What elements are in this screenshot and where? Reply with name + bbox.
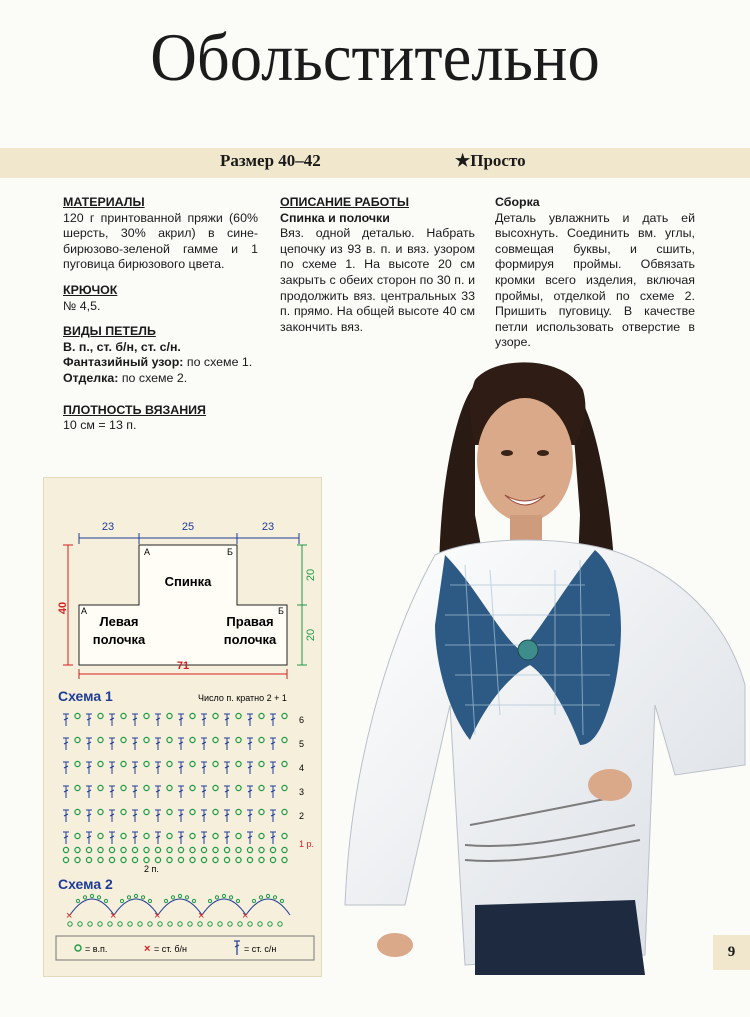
scallop-chain <box>90 894 93 897</box>
chain-stitch <box>259 761 264 766</box>
dc-stitch <box>247 714 253 726</box>
row-1-label: 1 р. <box>299 839 315 849</box>
dc-stitch <box>155 832 161 844</box>
chain-stitch <box>98 785 103 790</box>
dc-stitch <box>155 810 161 822</box>
left-front-label-1: Левая <box>99 614 139 629</box>
chain-stitch <box>132 847 137 852</box>
chain-stitch <box>144 713 149 718</box>
left-eye <box>501 450 513 456</box>
dc-stitch <box>63 832 69 844</box>
sc-mark: × <box>66 910 73 922</box>
finishing-text: по схеме 2. <box>118 370 188 385</box>
dc-stitch <box>270 786 276 798</box>
chain-stitch <box>259 713 264 718</box>
base-chain <box>248 922 252 926</box>
right-front-label-1: Правая <box>226 614 274 629</box>
dc-stitch <box>132 738 138 750</box>
chain-stitch <box>201 847 206 852</box>
dc-stitch <box>63 762 69 774</box>
work-subheading: Спинка и полочки <box>280 210 390 225</box>
materials-text: 120 г принтованной пряжи (60% шерсть, 30% акрил) в сине-бирюзово-зеленой гамме и 1 пуговица бирюзового цвета. <box>63 210 258 272</box>
scallop-chain <box>185 896 188 899</box>
corner-b-right: Б <box>278 606 284 616</box>
chain-stitch <box>121 785 126 790</box>
base-chain <box>98 922 102 926</box>
chain-stitch <box>121 809 126 814</box>
base-chain <box>238 922 242 926</box>
dc-stitch <box>270 762 276 774</box>
row-5-label: 5 <box>299 739 305 749</box>
dc-stitch <box>109 786 115 798</box>
chain-stitch <box>98 761 103 766</box>
chain-stitch <box>201 857 206 862</box>
dc-stitch <box>224 810 230 822</box>
scallop-chain <box>83 896 86 899</box>
dim-top-left: 23 <box>101 521 115 533</box>
chain-stitch <box>213 737 218 742</box>
chain-stitch <box>178 847 183 852</box>
chain-stitch <box>121 713 126 718</box>
scallop-chain <box>104 899 107 902</box>
assembly-text: Деталь увлажнить и дать ей высохнуть. Соединить вм. углы, совмещая буквы, и сшить, формируя проймы. Обвязать кромки всего изделия, включая проймы, отделкой по схеме 2. Пришить пуговицу. В качестве петли использовать отверстие в узоре. <box>495 210 695 350</box>
hook-heading: КРЮЧОК <box>63 282 118 297</box>
chain-stitch <box>86 857 91 862</box>
dc-stitch <box>224 738 230 750</box>
base-chain <box>208 922 212 926</box>
chain-stitch <box>98 857 103 862</box>
base-chain <box>128 922 132 926</box>
dim-height-total: 40 <box>57 601 69 615</box>
scallop-chain <box>148 899 151 902</box>
back-label: Спинка <box>164 574 212 589</box>
row-4-label: 4 <box>299 763 305 773</box>
dc-stitch <box>178 832 184 844</box>
chain-stitch <box>282 713 287 718</box>
chain-stitch <box>75 785 80 790</box>
chain-stitch <box>109 857 114 862</box>
chain-stitch <box>75 737 80 742</box>
dc-stitch <box>247 738 253 750</box>
chain-stitch <box>75 809 80 814</box>
sc-mark: × <box>198 910 205 922</box>
dc-stitch <box>247 810 253 822</box>
size-label: Размер 40–42 <box>220 151 321 170</box>
chain-stitch <box>236 809 241 814</box>
scallop-chain <box>266 894 269 897</box>
scallop-chain <box>222 894 225 897</box>
column-work <box>280 195 475 335</box>
chain-stitch <box>236 713 241 718</box>
column-assembly <box>495 195 695 351</box>
diagram-svg <box>44 478 321 976</box>
chain-stitch <box>190 713 195 718</box>
chain-stitch <box>259 737 264 742</box>
row-6-label: 6 <box>299 715 305 725</box>
model-photo <box>325 345 750 975</box>
white-shirt <box>345 540 745 965</box>
scallop-chain <box>134 894 137 897</box>
corner-a-left: А <box>81 606 88 616</box>
jeans <box>475 900 645 975</box>
chain-stitch <box>190 737 195 742</box>
scheme1-note: Число п. кратно 2 + 1 <box>198 693 287 703</box>
dim-right-upper: 20 <box>305 568 317 582</box>
chain-stitch <box>144 857 149 862</box>
chain-stitch <box>63 847 68 852</box>
legend-dc: = ст. с/н <box>244 944 277 954</box>
base-chain <box>268 922 272 926</box>
dc-stitch <box>224 832 230 844</box>
chain-stitch <box>98 713 103 718</box>
base-chain <box>78 922 82 926</box>
scallop-chain <box>280 899 283 902</box>
scallop-chain <box>76 899 79 902</box>
corner-b-top: Б <box>227 547 233 557</box>
dc-stitch <box>63 810 69 822</box>
scallop-chain <box>164 899 167 902</box>
page-title: Обольстительно <box>150 19 600 95</box>
chain-stitch <box>259 809 264 814</box>
legend-sc: = ст. б/н <box>154 944 188 954</box>
chain-stitch <box>109 847 114 852</box>
chain-stitch <box>144 833 149 838</box>
chain-stitch <box>190 847 195 852</box>
dc-stitch <box>247 762 253 774</box>
stitches-list: В. п., ст. б/н, ст. с/н. <box>63 339 181 354</box>
dc-stitch <box>247 786 253 798</box>
scallop-chain <box>273 896 276 899</box>
chain-stitch <box>236 785 241 790</box>
scallop-chain <box>236 899 239 902</box>
dc-stitch <box>132 762 138 774</box>
fancy-pattern-label: Фантазийный узор: <box>63 355 184 370</box>
chain-stitch <box>167 847 172 852</box>
base-chain <box>108 922 112 926</box>
dc-stitch <box>63 714 69 726</box>
dc-stitch <box>270 810 276 822</box>
chain-stitch <box>167 761 172 766</box>
scallop-chain <box>215 896 218 899</box>
right-front-label-2: полочка <box>223 632 277 647</box>
dc-stitch <box>86 786 92 798</box>
chain-stitch <box>155 847 160 852</box>
dc-stitch <box>155 738 161 750</box>
chain-stitch <box>213 761 218 766</box>
row-3-label: 3 <box>299 787 305 797</box>
chain-stitch <box>213 785 218 790</box>
chain-stitch <box>86 847 91 852</box>
dc-stitch <box>109 714 115 726</box>
dim-top-center: 25 <box>181 521 195 533</box>
dc-stitch <box>270 832 276 844</box>
sc-mark: × <box>154 910 161 922</box>
dc-stitch <box>224 762 230 774</box>
chain-stitch <box>282 737 287 742</box>
chain-stitch <box>213 857 218 862</box>
chain-stitch <box>190 809 195 814</box>
hook-text: № 4,5. <box>63 298 101 313</box>
chain-stitch <box>63 857 68 862</box>
dc-stitch <box>109 738 115 750</box>
difficulty-label: ★Просто <box>455 151 526 170</box>
chain-stitch <box>121 737 126 742</box>
chain-stitch <box>144 809 149 814</box>
chain-stitch <box>98 809 103 814</box>
chain-stitch <box>144 847 149 852</box>
dim-bottom: 71 <box>176 660 190 672</box>
chain-stitch <box>178 857 183 862</box>
chain-stitch <box>132 857 137 862</box>
base-chain <box>278 922 282 926</box>
gauge-heading: ПЛОТНОСТЬ ВЯЗАНИЯ <box>63 402 206 417</box>
chain-stitch <box>259 785 264 790</box>
chain-stitch <box>75 761 80 766</box>
dim-top-right: 23 <box>261 521 275 533</box>
base-chain <box>218 922 222 926</box>
chain-stitch <box>259 857 264 862</box>
chain-stitch <box>236 833 241 838</box>
chain-stitch <box>167 833 172 838</box>
chain-stitch <box>167 713 172 718</box>
dc-stitch <box>86 762 92 774</box>
fancy-pattern-text: по схеме 1. <box>183 355 253 370</box>
page-number: 9 <box>713 935 750 970</box>
dc-stitch <box>224 714 230 726</box>
garment-outline <box>79 545 287 665</box>
sc-mark: × <box>110 910 117 922</box>
chain-stitch <box>236 737 241 742</box>
chain-stitch <box>121 833 126 838</box>
scallop-chain <box>178 894 181 897</box>
chain-stitch <box>75 713 80 718</box>
chain-stitch <box>75 833 80 838</box>
base-chain <box>258 922 262 926</box>
chain-stitch <box>236 761 241 766</box>
dc-stitch <box>247 832 253 844</box>
legend-chain: = в.п. <box>85 944 108 954</box>
scallop-chain <box>229 896 232 899</box>
work-heading: ОПИСАНИЕ РАБОТЫ <box>280 195 409 209</box>
scheme1-title: Схема 1 <box>58 688 113 704</box>
assembly-heading: Сборка <box>495 195 540 209</box>
dc-stitch <box>132 810 138 822</box>
chain-stitch <box>270 847 275 852</box>
scallop-chain <box>208 899 211 902</box>
scallop-chain <box>141 896 144 899</box>
chain-symbol <box>75 945 81 951</box>
chain-stitch <box>167 737 172 742</box>
dc-stitch <box>178 810 184 822</box>
scallop-chain <box>252 899 255 902</box>
chain-stitch <box>190 761 195 766</box>
base-chain <box>168 922 172 926</box>
dc-stitch <box>63 738 69 750</box>
chain-stitch <box>190 857 195 862</box>
gauge-text: 10 см = 13 п. <box>63 418 137 433</box>
base-chain <box>188 922 192 926</box>
right-dimension-lines <box>297 545 307 665</box>
work-text: Вяз. одной деталью. Набрать цепочку из 93 в. п. и вяз. узором по схеме 1. На высоте 20 см закрыть с обеих сторон по 30 п. и продолжить вяз. центральных 33 п. прямо. На общей высоте 40 см закончить вяз. <box>280 226 475 334</box>
chain-stitch <box>282 833 287 838</box>
button <box>518 640 538 660</box>
left-front-label-2: полочка <box>92 632 146 647</box>
scallop-chain <box>120 899 123 902</box>
chain-stitch <box>282 857 287 862</box>
chain-stitch <box>282 809 287 814</box>
chain-stitch <box>121 847 126 852</box>
dc-stitch <box>155 714 161 726</box>
base-chain <box>198 922 202 926</box>
dc-stitch <box>86 810 92 822</box>
chain-stitch <box>144 761 149 766</box>
chain-stitch <box>213 833 218 838</box>
chain-stitch <box>98 833 103 838</box>
column-materials <box>63 195 258 434</box>
base-chain <box>118 922 122 926</box>
dc-stitch <box>201 786 207 798</box>
dc-stitch <box>109 810 115 822</box>
dc-stitch <box>109 832 115 844</box>
base-chain <box>138 922 142 926</box>
chain-stitch <box>213 713 218 718</box>
dc-stitch <box>201 762 207 774</box>
chain-stitch <box>155 857 160 862</box>
header-band <box>0 148 750 178</box>
chain-stitch <box>190 785 195 790</box>
chain-stitch <box>144 737 149 742</box>
chain-stitch <box>270 857 275 862</box>
chain-stitch <box>236 857 241 862</box>
diagram-panel <box>43 477 322 977</box>
sc-mark: × <box>242 910 249 922</box>
dc-stitch <box>178 786 184 798</box>
chain-stitch <box>144 785 149 790</box>
chain-stitch <box>167 809 172 814</box>
base-chain <box>178 922 182 926</box>
right-eye <box>537 450 549 456</box>
dc-stitch <box>201 810 207 822</box>
chain-stitch <box>98 847 103 852</box>
scallop-chain <box>127 896 130 899</box>
materials-heading: МАТЕРИАЛЫ <box>63 195 145 209</box>
dc-symbol <box>234 941 240 955</box>
scheme1-bottom-label: 2 п. <box>144 864 159 874</box>
dc-stitch <box>178 714 184 726</box>
top-dimension-lines <box>79 533 299 544</box>
dc-stitch <box>224 786 230 798</box>
base-chain <box>148 922 152 926</box>
chain-stitch <box>98 737 103 742</box>
scheme1-grid <box>63 713 287 862</box>
left-hand <box>377 933 413 957</box>
base-chain <box>228 922 232 926</box>
base-chain <box>68 922 72 926</box>
stitches-heading: ВИДЫ ПЕТЕЛЬ <box>63 324 156 339</box>
scallop-chain <box>259 896 262 899</box>
dc-stitch <box>178 762 184 774</box>
dc-stitch <box>270 738 276 750</box>
chain-stitch <box>213 809 218 814</box>
chain-stitch <box>75 857 80 862</box>
dc-stitch <box>155 786 161 798</box>
chain-stitch <box>282 761 287 766</box>
sc-symbol: × <box>144 943 151 955</box>
scheme2-chart <box>66 894 290 926</box>
dc-stitch <box>63 786 69 798</box>
finishing-label: Отделка: <box>63 370 119 385</box>
scallop-chain <box>97 896 100 899</box>
chain-stitch <box>259 847 264 852</box>
dc-stitch <box>201 714 207 726</box>
chain-stitch <box>282 785 287 790</box>
dc-stitch <box>155 762 161 774</box>
dc-stitch <box>86 832 92 844</box>
chain-stitch <box>75 847 80 852</box>
chain-stitch <box>224 857 229 862</box>
chain-stitch <box>121 857 126 862</box>
chain-stitch <box>259 833 264 838</box>
dim-right-lower: 20 <box>305 628 317 642</box>
dc-stitch <box>86 714 92 726</box>
chain-stitch <box>167 857 172 862</box>
dc-stitch <box>86 738 92 750</box>
dc-stitch <box>201 738 207 750</box>
dc-stitch <box>270 714 276 726</box>
chain-stitch <box>213 847 218 852</box>
right-hand <box>588 769 632 801</box>
scheme2-title: Схема 2 <box>58 876 113 892</box>
base-chain <box>88 922 92 926</box>
chain-stitch <box>167 785 172 790</box>
chain-stitch <box>247 847 252 852</box>
dc-stitch <box>132 714 138 726</box>
row-2-label: 2 <box>299 811 305 821</box>
corner-a-top: А <box>144 547 151 557</box>
chain-stitch <box>190 833 195 838</box>
base-chain <box>158 922 162 926</box>
scallop-chain <box>192 899 195 902</box>
chain-stitch <box>282 847 287 852</box>
chain-stitch <box>247 857 252 862</box>
scallop-chain <box>171 896 174 899</box>
chain-stitch <box>121 761 126 766</box>
chain-stitch <box>236 847 241 852</box>
dc-stitch <box>132 832 138 844</box>
dc-stitch <box>109 762 115 774</box>
chain-stitch <box>224 847 229 852</box>
dc-stitch <box>201 832 207 844</box>
dc-stitch <box>132 786 138 798</box>
dc-stitch <box>178 738 184 750</box>
